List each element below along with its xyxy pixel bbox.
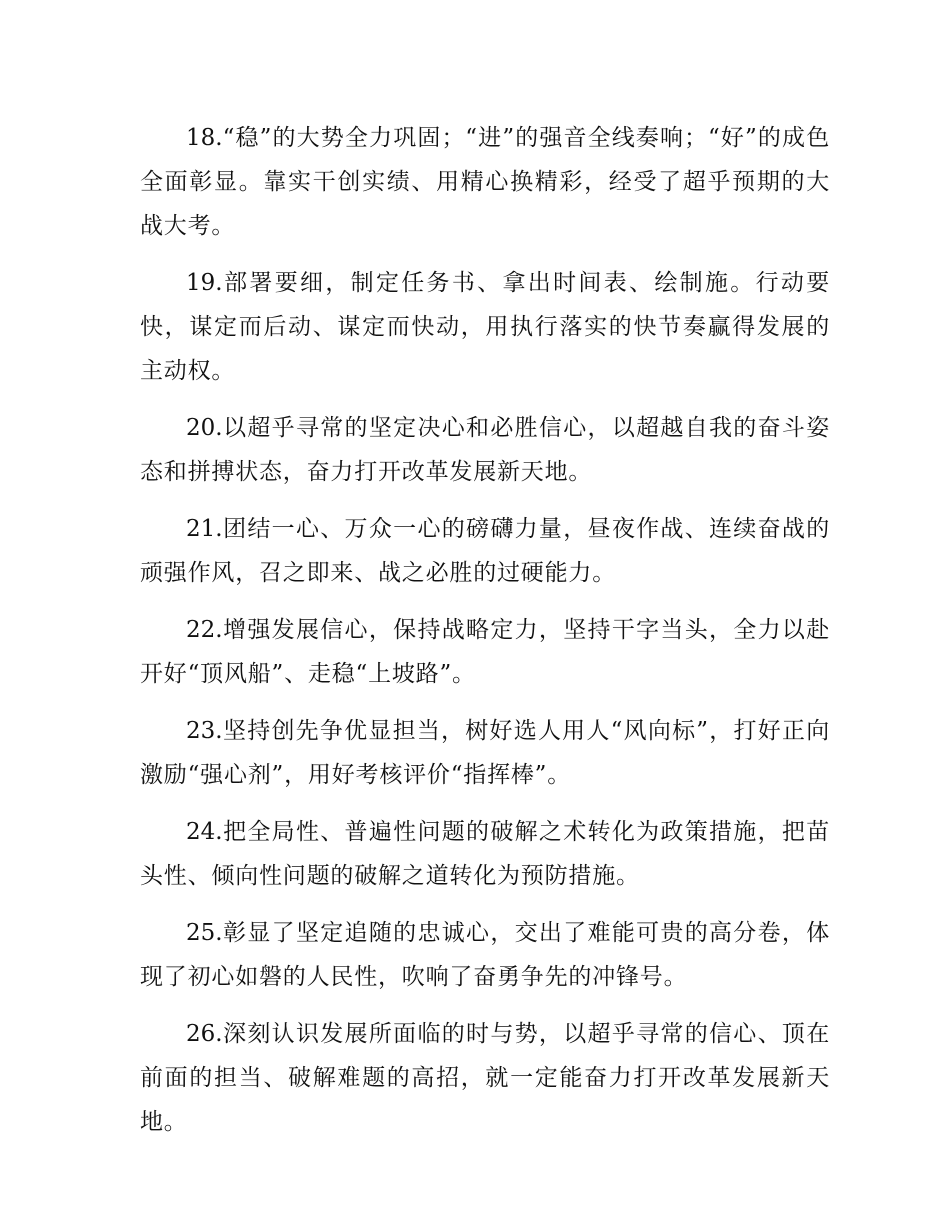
paragraph-19 (140, 261, 830, 393)
paragraph-number: 22. (186, 617, 223, 643)
paragraph-text: 深刻认识发展所面临的时与势，以超乎寻常的信心、顶在前面的担当、破解难题的高招，就一定能奋力打开改革发展新天地。 (140, 1021, 830, 1135)
paragraph-number: 20. (186, 415, 223, 441)
paragraph-18 (140, 116, 830, 248)
paragraph-number: 26. (186, 1021, 223, 1047)
document-body (140, 116, 830, 1157)
paragraph-text: 部署要细，制定任务书、拿出时间表、绘制施。行动要快，谋定而后动、谋定而快动，用执行落实的快节奏赢得发展的主动权。 (140, 270, 830, 384)
paragraph-text: 以超乎寻常的坚定决心和必胜信心，以超越自我的奋斗姿态和拼搏状态，奋力打开改革发展新天地。 (140, 415, 830, 485)
paragraph-number: 21. (186, 516, 223, 542)
paragraph-text: 把全局性、普遍性问题的破解之术转化为政策措施，把苗头性、倾向性问题的破解之道转化为预防措施。 (140, 819, 830, 889)
paragraph-24 (140, 810, 830, 898)
paragraph-text: 增强发展信心，保持战略定力，坚持干字当头，全力以赴开好“顶风船”、走稳“上坡路”。 (140, 617, 830, 687)
paragraph-text: “稳”的大势全力巩固；“进”的强音全线奏响；“好”的成色全面彰显。靠实干创实绩、用精心换精彩，经受了超乎预期的大战大考。 (140, 125, 830, 239)
paragraph-number: 18. (186, 125, 223, 151)
paragraph-text: 坚持创先争优显担当，树好选人用人“风向标”，打好正向激励“强心剂”，用好考核评价“指挥棒”。 (140, 718, 830, 788)
paragraph-text: 彰显了坚定追随的忠诚心，交出了难能可贵的高分卷，体现了初心如磐的人民性，吹响了奋勇争先的冲锋号。 (140, 920, 830, 990)
paragraph-21 (140, 507, 830, 595)
paragraph-20 (140, 406, 830, 494)
paragraph-text: 团结一心、万众一心的磅礴力量，昼夜作战、连续奋战的顽强作风，召之即来、战之必胜的过硬能力。 (140, 516, 830, 586)
paragraph-number: 23. (186, 718, 223, 744)
paragraph-23 (140, 709, 830, 797)
paragraph-25 (140, 911, 830, 999)
paragraph-26 (140, 1012, 830, 1144)
paragraph-number: 19. (186, 270, 223, 296)
paragraph-number: 25. (186, 920, 223, 946)
paragraph-number: 24. (186, 819, 223, 845)
paragraph-22 (140, 608, 830, 696)
